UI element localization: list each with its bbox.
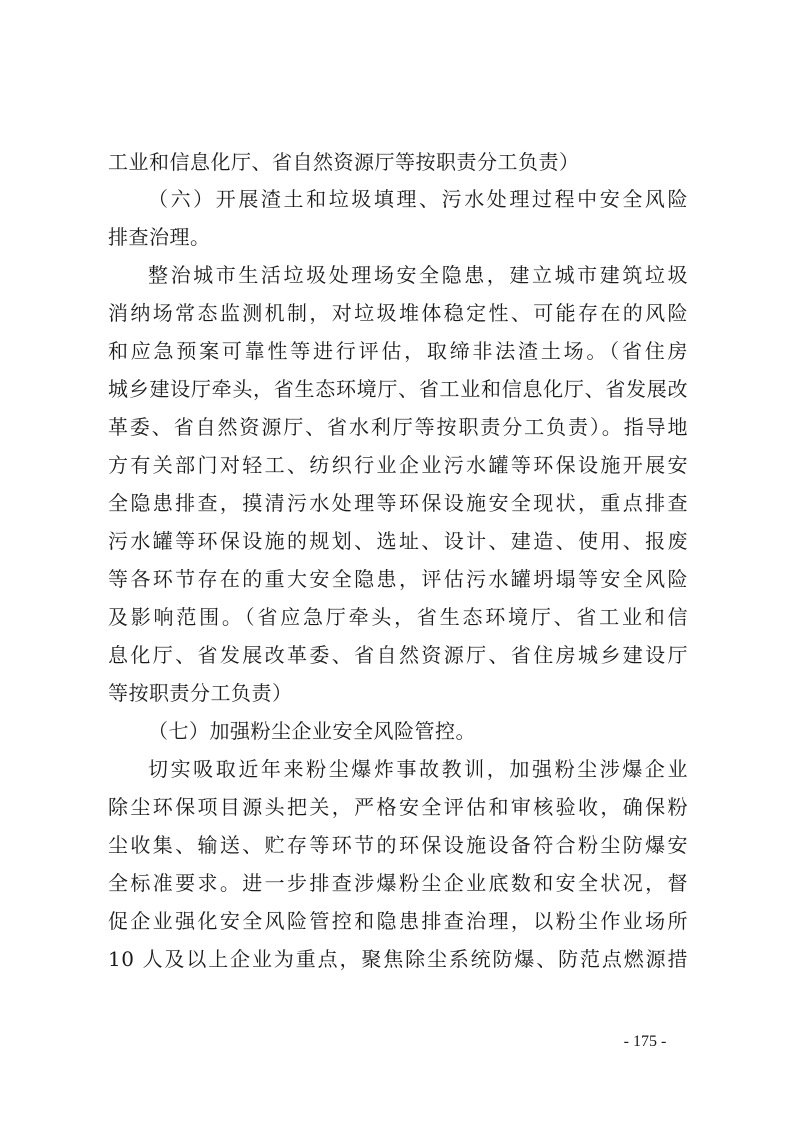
- text-line: 切实吸取近年来粉尘爆炸事故教训，加强粉尘涉爆企业: [148, 757, 688, 781]
- text-line: 全标准要求。进一步排查涉爆粉尘企业底数和安全状况，督: [108, 871, 688, 895]
- text-line: 等按职责分工负责）: [108, 681, 293, 705]
- text-line: 整治城市生活垃圾处理场安全隐患，建立城市建筑垃圾: [148, 263, 688, 287]
- text-line: 工业和信息化厅、省自然资源厅等按职责分工负责）: [108, 150, 580, 174]
- section-heading: （七）加强粉尘企业安全风险管控。: [148, 719, 476, 743]
- section-heading: （六）开展渣土和垃圾填理、污水处理过程中安全风险: [148, 187, 688, 211]
- text-line: 等各环节存在的重大安全隐患，评估污水罐坍塌等安全风险: [108, 567, 688, 591]
- text-line: 除尘环保项目源头把关，严格安全评估和审核验收，确保粉: [108, 795, 688, 819]
- text-line: 排查治理。: [108, 225, 211, 249]
- text-line: 全隐患排查，摸清污水处理等环保设施安全现状，重点排查: [108, 491, 688, 515]
- text-line: 促企业强化安全风险管控和隐患排查治理，以粉尘作业场所: [108, 909, 688, 933]
- text-line: 城乡建设厅牵头，省生态环境厅、省工业和信息化厅、省发展改: [108, 377, 688, 401]
- text-line: 革委、省自然资源厅、省水利厅等按职责分工负责）。指导地: [108, 415, 688, 439]
- text-line: 尘收集、输送、贮存等环节的环保设施设备符合粉尘防爆安: [108, 833, 688, 857]
- text-line: 方有关部门对轻工、纺织行业企业污水罐等环保设施开展安: [108, 453, 688, 477]
- text-line: 污水罐等环保设施的规划、选址、设计、建造、使用、报废: [108, 529, 688, 553]
- text-line: 息化厅、省发展改革委、省自然资源厅、省住房城乡建设厅: [108, 643, 688, 667]
- text-line: 及影响范围。（省应急厅牵头，省生态环境厅、省工业和信: [108, 605, 688, 629]
- text-line: 消纳场常态监测机制，对垃圾堆体稳定性、可能存在的风险: [108, 301, 688, 325]
- page-number: - 175 -: [623, 1033, 667, 1050]
- text-line: 和应急预案可靠性等进行评估，取缔非法渣土场。（省住房: [108, 339, 688, 363]
- text-line: 10 人及以上企业为重点，聚焦除尘系统防爆、防范点燃源措: [108, 947, 688, 971]
